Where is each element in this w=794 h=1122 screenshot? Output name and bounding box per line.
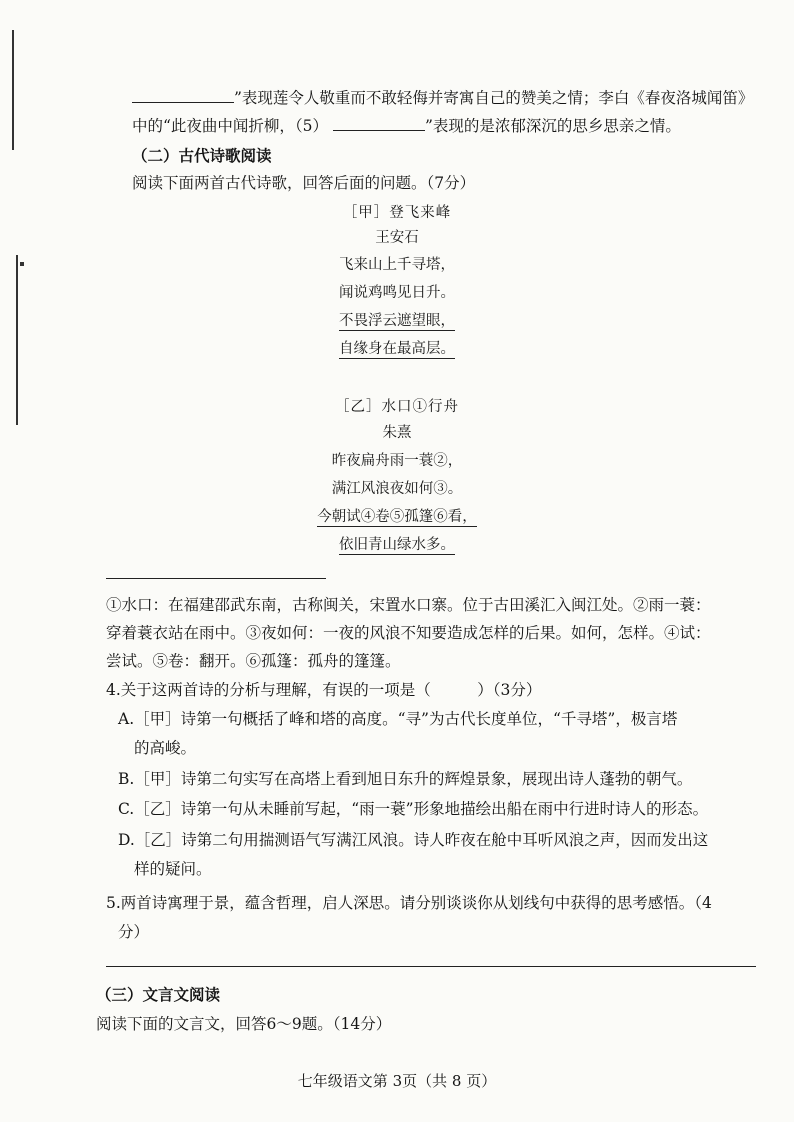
- section-instruction-classical: 阅读下面的文言文，回答6～9题。（14分）: [96, 1015, 392, 1033]
- question-4-option-c[interactable]: C.［乙］诗第一句从未睡前写起，“雨一蓑”形象地描绘出船在雨中行进时诗人的形态。: [118, 800, 709, 818]
- question-4-option-d[interactable]: D.［乙］诗第二句用揣测语气写满江风浪。诗人昨夜在舱中耳听风浪之声，因而发出这: [118, 831, 709, 849]
- poem-b-line: 满江风浪夜如何③。: [331, 481, 463, 497]
- question-4-stem: 4.关于这两首诗的分析与理解，有误的一项是（ ）（3分）: [106, 681, 542, 699]
- answer-blank-4[interactable]: [132, 86, 234, 103]
- section-heading-classical: （三）文言文阅读: [96, 985, 221, 1004]
- question-5-stem: 5.两首诗寓理于景，蕴含哲理，启人深思。请分别谈谈你从划线句中获得的思考感悟。（4: [106, 894, 712, 912]
- poem-a-line: 闻说鸡鸣见日升。: [339, 285, 455, 301]
- footnote-line: 尝试。⑤卷：翻开。⑥孤篷：孤舟的篷篷。: [106, 652, 401, 670]
- poem-b-title: ［乙］水口①行舟: [335, 399, 459, 415]
- intro-line-2: 中的“此夜曲中闻折柳，（5） ”表现的是浓郁深沉的思乡思亲之情。: [132, 114, 681, 137]
- question-5-stem-cont: 分）: [118, 923, 150, 941]
- page-footer: 七年级语文第 3页（共 8 页）: [297, 1072, 497, 1090]
- question-4-option-a[interactable]: A.［甲］诗第一句概括了峰和塔的高度。“寻”为古代长度单位，“千寻塔”，极言塔: [118, 710, 678, 728]
- section-instruction-poetry: 阅读下面两首古代诗歌，回答后面的问题。（7分）: [132, 174, 476, 192]
- scan-edge-mark: [12, 30, 14, 150]
- intro-line-1: ”表现莲令人敬重而不敢轻侮并寄寓自己的赞美之情；李白《春夜洛城闻笛》: [132, 86, 753, 109]
- question-4-option-a-cont: 的高峻。: [134, 739, 197, 757]
- poem-a-title: ［甲］登飞来峰: [342, 205, 452, 221]
- poem-a-line: 飞来山上千寻塔，: [339, 257, 455, 273]
- poem-a-underlined-line: 自缘身在最高层。: [339, 341, 455, 357]
- poem-b-line: 昨夜扁舟雨一蓑②，: [331, 453, 463, 469]
- poem-b-author: 朱熹: [382, 425, 412, 441]
- footnote-line: ①水口：在福建邵武东南，古称闽关，宋置水口寨。位于古田溪汇入闽江处。②雨一蓑：: [106, 596, 711, 614]
- answer-blank-5[interactable]: [333, 114, 425, 131]
- poem-a-author: 王安石: [375, 230, 419, 246]
- poem-a-underlined-line: 不畏浮云遮望眼，: [339, 313, 455, 329]
- question-4-option-d-cont: 样的疑问。: [134, 860, 212, 878]
- footnote-line: 穿着蓑衣站在雨中。③夜如何：一夜的风浪不知要造成怎样的后果。如何，怎样。④试：: [106, 624, 711, 642]
- poem-b-underlined-line: 今朝试④卷⑤孤篷⑥看，: [317, 509, 477, 525]
- section-heading-poetry: （二）古代诗歌阅读: [132, 146, 272, 165]
- poem-b-underlined-line: 依旧青山绿水多。: [339, 537, 455, 553]
- footnote-divider: [106, 578, 326, 579]
- answer-line[interactable]: [106, 966, 756, 967]
- question-4-option-b[interactable]: B.［甲］诗第二句实写在高塔上看到旭日东升的辉煌景象，展现出诗人蓬勃的朝气。: [118, 770, 693, 788]
